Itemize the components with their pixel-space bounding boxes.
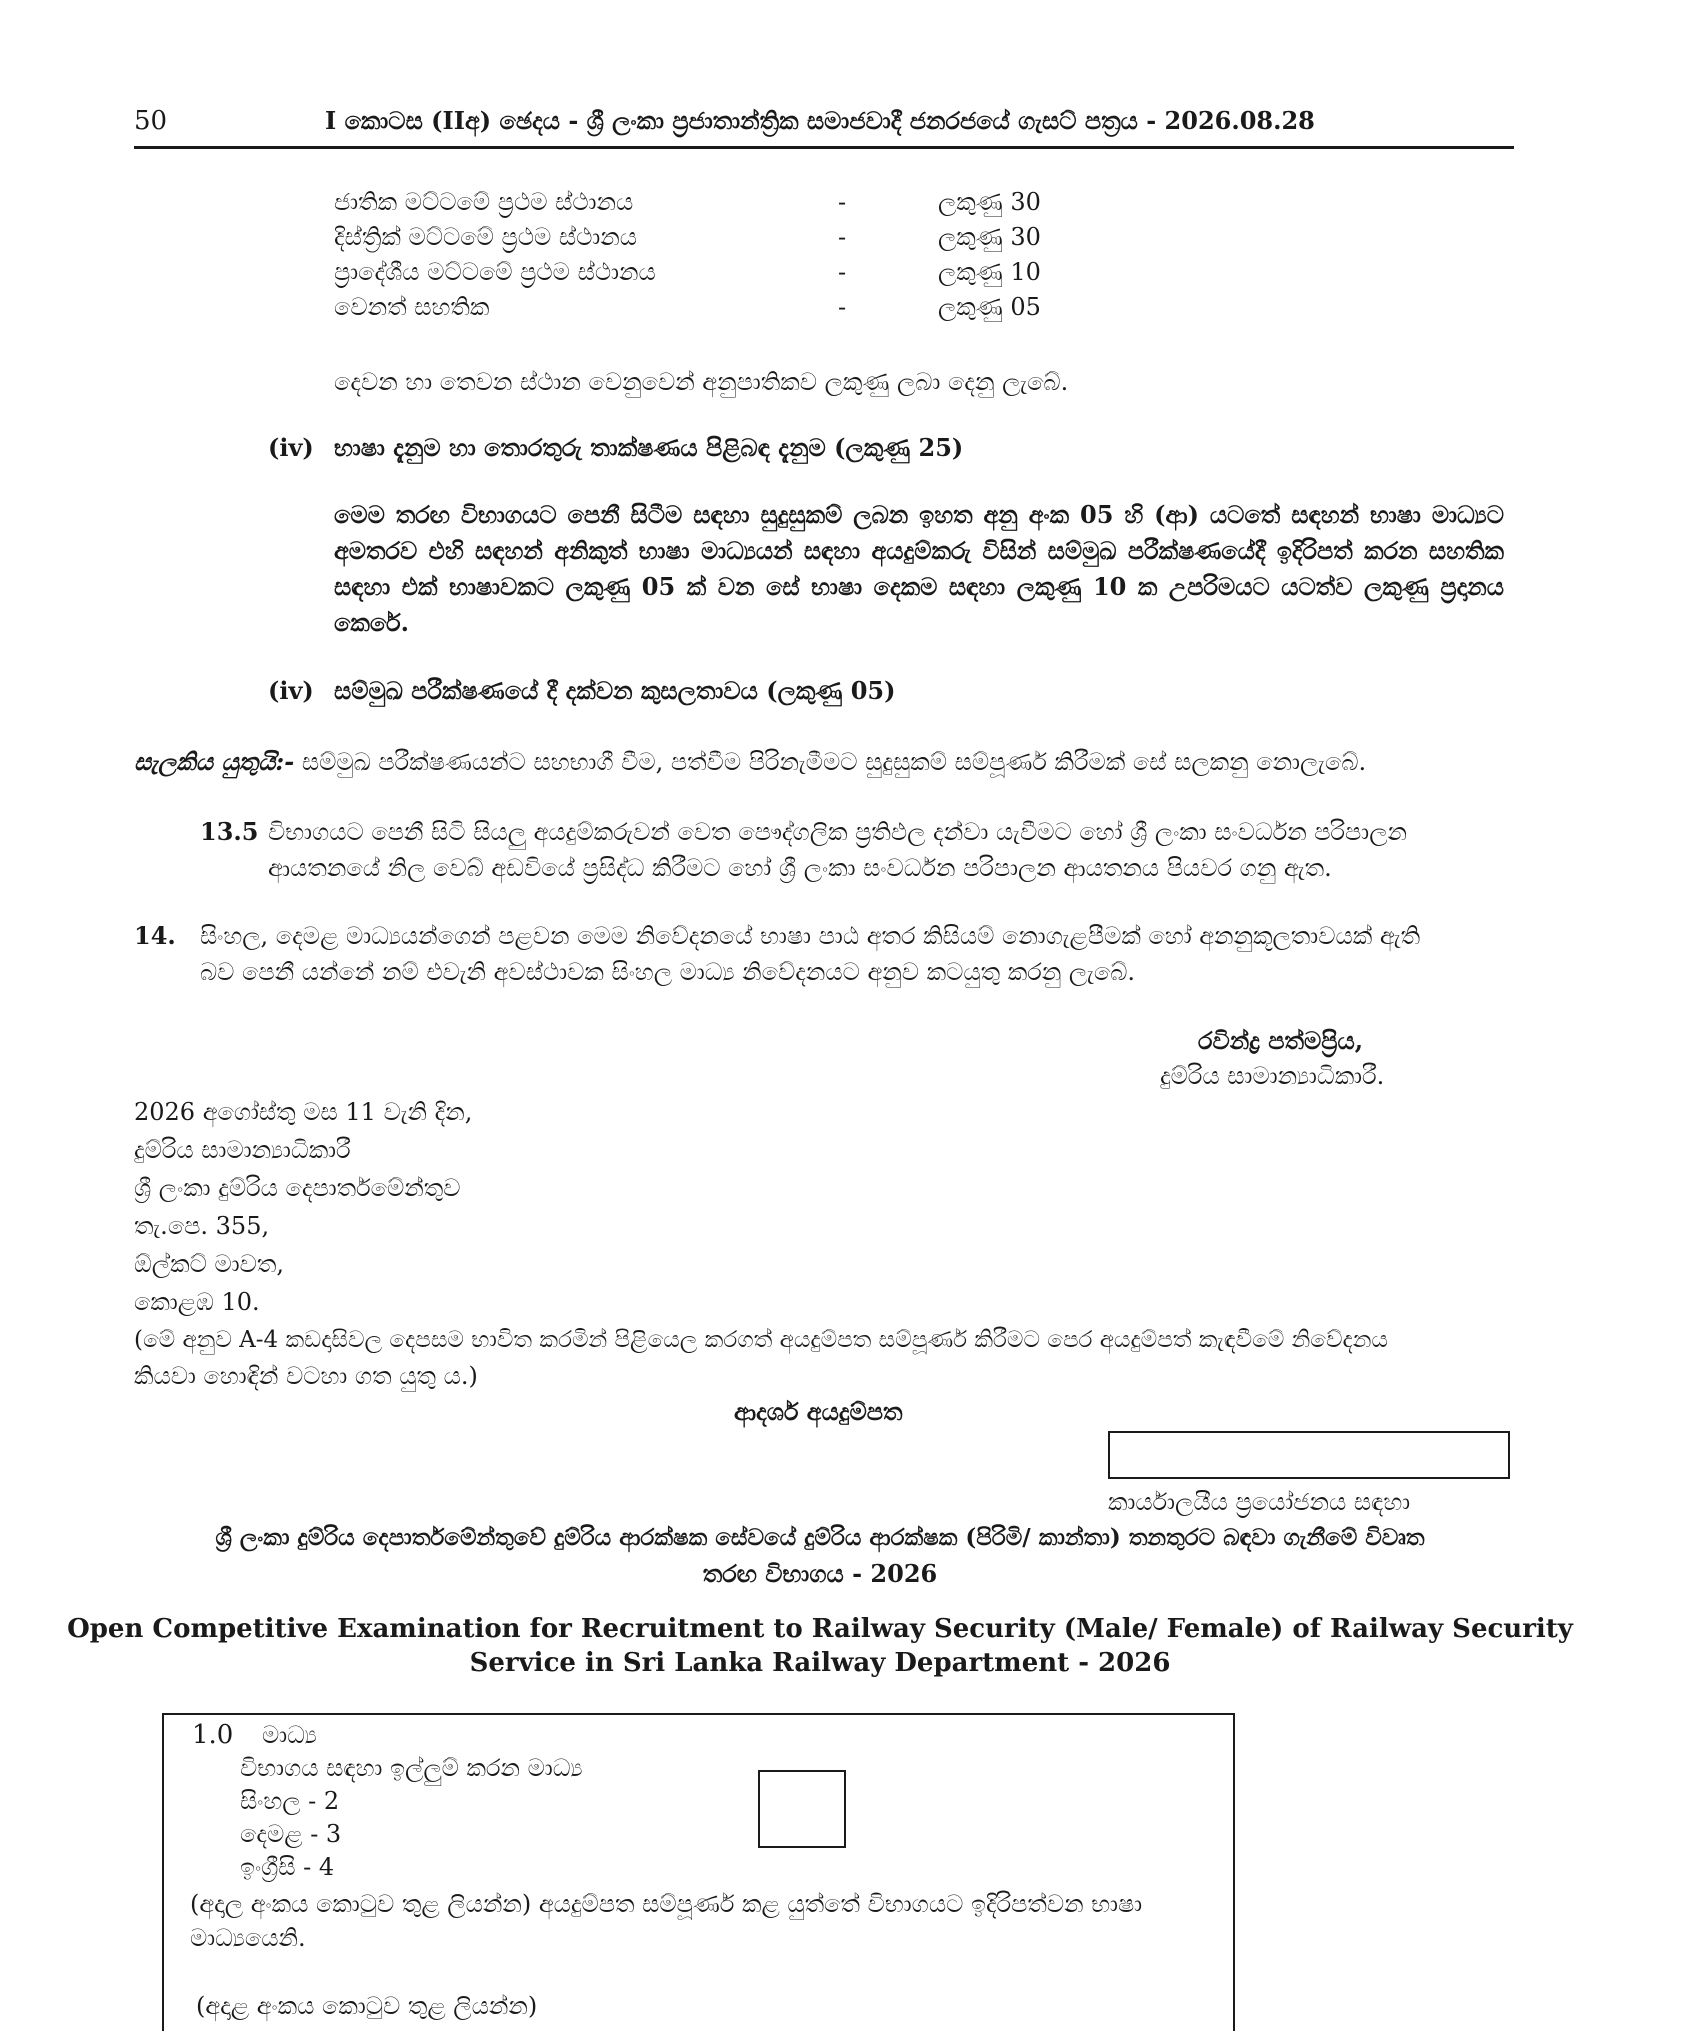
signatory-name: රවින්ද්‍ර පත්මප්‍රිය, xyxy=(1198,1026,1364,1055)
score-value: ලකුණු 30 xyxy=(938,188,1041,216)
score-dash: - xyxy=(838,188,847,216)
score-value: ලකුණු 10 xyxy=(938,258,1041,286)
address-line: 2026 අගෝස්තු මස 11 වැනි දින, xyxy=(134,1098,473,1126)
header-divider xyxy=(134,146,1514,149)
score-label: දිස්ත්‍රික් මට්ටමේ ප්‍රථම ස්ථානය xyxy=(334,223,638,251)
address-line: ශ්‍රී ලංකා දුම්රිය දෙපාර්තමේන්තුව xyxy=(134,1174,461,1202)
clause-line: සිංහල, දෙමළ මාධ්‍යයන්ගෙන් පළවන මෙම නිවේදනයේ භාෂා පාඨ අතර කිසියම් නොගැළපීමක් හෝ අනනුකූලතාවයක් ඇති xyxy=(200,922,1421,950)
gazette-header-title: I කොටස (IIඅ) ඡෙදය - ශ්‍රී ලංකා ප්‍රජාතාන්ත්‍රික සමාජවාදී ජනරජයේ ගැසට් පත්‍රය - 2026.08.28 xyxy=(325,106,1315,135)
section-number: (iv) xyxy=(268,676,314,705)
section-body: මෙම තරඟ විභාගයට පෙනී සිටීම සඳහා සුදුසුකම් ලබන ඉහත අනු අංක 05 හි (ආ) යටතේ සඳහන් භාෂා මාධ්‍යට අමතරව එහි සඳහන් අනිකුත් භාෂා මාධ්‍යයන් සඳහා අයදුම්කරු විසින් සම්මුඛ පරීක්ෂණයේදී ඉදිරිපත් කරන සහතික සඳහා එක් භාෂාවකට ලකුණු 05 ක් වන සේ භාෂා දෙකම සඳහා ලකුණු 10 ක උපරිමයට යටත්ව ලකුණු ප්‍රදානය කෙරේ. xyxy=(334,500,1504,637)
instruction-line: කියවා හොඳින් වටහා ගත යුතු ය.) xyxy=(134,1362,478,1390)
address-line: දුම්රිය සාමාන්‍යාධිකාරී xyxy=(134,1136,351,1164)
note-text: සම්මුඛ පරීක්ෂණයන්ට සහභාගී වීම, පත්වීම පිරිනැමීමට සුදුසුකම් සම්පූර්ණ කිරීමක් සේ සලකනු නොලැබේ. xyxy=(301,748,1367,776)
section-number: (iv) xyxy=(268,433,314,462)
instruction-line: (මේ අනුව A-4 කඩදාසිවල දෙපසම භාවිත කරමින් පිළියෙල කරගත් අයදුම්පත සම්පූර්ණ කිරීමට පෙර අයදුම්පත් කැඳවීමේ නිවේදනය xyxy=(134,1327,1388,1353)
clause-line: විභාගයට පෙනී සිටි සියලු අයදුම්කරුවන් වෙත පෞද්ගලික ප්‍රතිඵල දන්වා යැවීමට හෝ ශ්‍රී ලංකා සංවර්ධන පරිපාලන xyxy=(268,818,1407,846)
exam-title-sinhala: ශ්‍රී ලංකා දුම්රිය දෙපාර්තමේන්තුවේ දුම්රිය ආරක්ෂක සේවයේ දුම්රිය ආරක්ෂක (පිරිමි/ කාන්තා) තනතුරට බඳවා ගැනීමේ විවෘත xyxy=(215,1524,1425,1551)
model-application-heading: ආදර්ශ අයදුම්පත xyxy=(734,1397,903,1426)
medium-entry-box[interactable] xyxy=(758,1770,846,1848)
score-label: වෙනත් සහතික xyxy=(334,293,490,321)
score-value: ලකුණු 30 xyxy=(938,223,1041,251)
medium-option: දෙමළ - 3 xyxy=(240,1820,342,1848)
section-heading: සම්මුඛ පරීක්ෂණයේ දී දක්වන කුසලතාවය (ලකුණු 05) xyxy=(334,676,896,705)
section-heading: භාෂා දැනුම හා තොරතුරු තාක්ෂණය පිළිබඳ දැනුම (ලකුණු 25) xyxy=(334,433,964,462)
exam-title-english: Open Competitive Examination for Recruitment to Railway Security (Male/ Female) of Railway Security xyxy=(67,1614,1573,1644)
form-instruction: (අදාළ අංකය කොටුව තුළ ලියන්න) xyxy=(196,1992,538,2020)
address-line: ඕල්කට් මාවත, xyxy=(134,1250,284,1278)
clause-line: බව පෙනී යන්නේ නම් එවැනි අවස්ථාවක සිංහල මාධ්‍ය නිවේදනයට අනුව කටයුතු කරනු ලැබේ. xyxy=(200,958,1136,986)
office-use-label: කාර්යාලයීය ප්‍රයෝජනය සඳහා xyxy=(1108,1488,1411,1516)
form-instruction: මාධ්‍යයෙනි. xyxy=(190,1924,306,1952)
address-line: කොළඹ 10. xyxy=(134,1288,260,1316)
rank-proportion-note: දෙවන හා තෙවන ස්ථාන වෙනුවෙන් අනුපාතිකව ලකුණු ලබා දෙනු ලැබේ. xyxy=(334,368,1069,396)
form-item-label: මාධ්‍ය xyxy=(262,1721,317,1749)
note-line xyxy=(134,744,1366,780)
exam-title-sinhala: තරඟ විභාගය - 2026 xyxy=(702,1559,938,1588)
clause-number: 14. xyxy=(134,921,176,950)
note-label: සැලකිය යුතුයි:- xyxy=(134,747,295,776)
score-dash: - xyxy=(838,293,847,321)
score-dash: - xyxy=(838,258,847,286)
signatory-title: දුම්රිය සාමාන්‍යාධිකාරී. xyxy=(1160,1062,1385,1090)
score-label: ප්‍රාදේශීය මට්ටමේ ප්‍රථම ස්ථානය xyxy=(334,258,656,286)
form-instruction: (අදාල අංකය කොටුව තුළ ලියන්න) අයදුම්පත සම්පූර්ණ කළ යුත්තේ විභාගයට ඉදිරිපත්වන භාෂා xyxy=(190,1890,1143,1918)
medium-option: සිංහල - 2 xyxy=(240,1787,340,1815)
office-use-box xyxy=(1108,1431,1510,1479)
score-dash: - xyxy=(838,223,847,251)
clause-number: 13.5 xyxy=(200,817,259,846)
address-line: තැ.පෙ. 355, xyxy=(134,1212,270,1240)
score-value: ලකුණු 05 xyxy=(938,293,1041,321)
exam-title-english: Service in Sri Lanka Railway Department - 2026 xyxy=(469,1648,1171,1678)
score-label: ජාතික මට්ටමේ ප්‍රථම ස්ථානය xyxy=(334,188,634,216)
medium-prompt: විභාගය සඳහා ඉල්ලුම් කරන මාධ්‍ය xyxy=(240,1754,583,1782)
medium-option: ඉංග්‍රීසි - 4 xyxy=(240,1853,335,1881)
page-number: 50 xyxy=(134,106,168,136)
clause-line: ආයතනයේ නිල වෙබ් අඩවියේ ප්‍රසිද්ධ කිරීමට හෝ ශ්‍රී ලංකා සංවර්ධන පරිපාලන ආයතනය පියවර ගනු ඇත. xyxy=(268,854,1332,882)
form-item-number: 1.0 xyxy=(192,1720,234,1750)
